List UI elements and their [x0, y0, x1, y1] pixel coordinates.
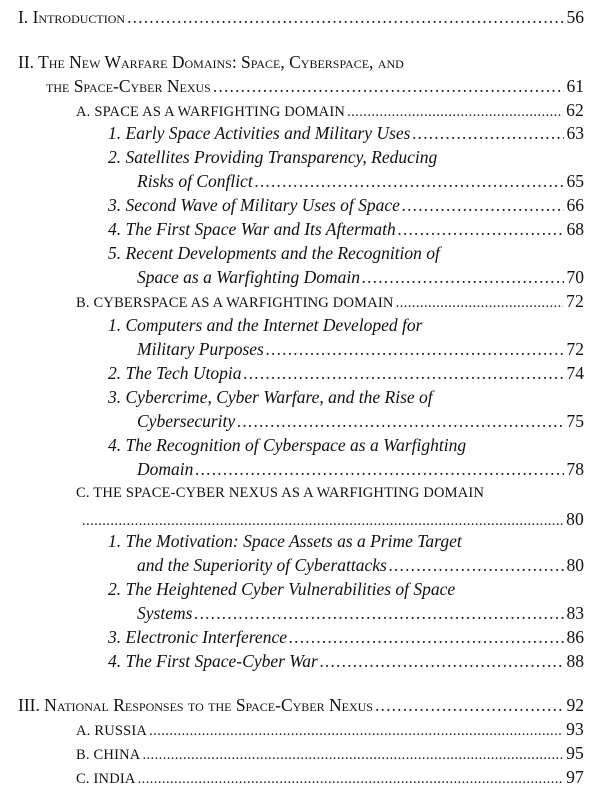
toc-item-b3-line1[interactable]	[108, 386, 584, 408]
toc-section-page: 93	[566, 719, 584, 739]
toc-item-page: 78	[566, 459, 584, 479]
toc-item-title: 4. The Recognition of Cyberspace as a Warfighting	[108, 435, 467, 455]
toc-entry-part2-line2[interactable]	[46, 75, 584, 97]
toc-item-title: 3. Cybercrime, Cyber Warfare, and the Rise of	[108, 387, 433, 407]
dot-leader	[213, 75, 564, 97]
toc-item-a2-line2[interactable]	[137, 170, 584, 192]
toc-entry-title: I. Introduction	[18, 7, 126, 27]
toc-item-page: 75	[566, 411, 584, 431]
toc-item-a2-line1[interactable]	[108, 146, 584, 168]
toc-item-title: 3. Second Wave of Military Uses of Space	[108, 195, 400, 215]
dot-leader	[149, 720, 563, 742]
dot-leader	[195, 458, 563, 480]
toc-item-title-cont: Military Purposes	[137, 339, 264, 359]
toc-item-b3-line2[interactable]	[137, 410, 584, 432]
toc-section-title: B. CYBERSPACE AS A WARFIGHTING DOMAIN	[76, 295, 394, 311]
toc-item-a1[interactable]	[108, 122, 584, 144]
toc-section-page: 95	[566, 743, 584, 763]
toc-section-title: A. SPACE AS A WARFIGHTING DOMAIN	[76, 104, 346, 120]
dot-leader	[375, 694, 564, 716]
toc-item-c2-line2[interactable]	[137, 602, 584, 624]
dot-leader	[237, 410, 563, 432]
toc-item-title: 2. The Tech Utopia	[108, 363, 242, 383]
toc-item-page: 72	[566, 339, 584, 359]
toc-item-page: 88	[566, 651, 584, 671]
toc-item-title: 3. Electronic Interference	[108, 627, 287, 647]
toc-item-title: 1. Computers and the Internet Developed for	[108, 315, 423, 335]
dot-leader	[194, 602, 563, 624]
dot-leader	[138, 768, 564, 790]
toc-item-title-cont: Cybersecurity	[137, 411, 236, 431]
toc-item-title: 2. The Heightened Cyber Vulnerabilities of Space	[108, 579, 456, 599]
toc-item-c2-line1[interactable]	[108, 578, 584, 600]
toc-section-a[interactable]	[76, 99, 584, 121]
toc-entry-title-cont: the Space-Cyber Nexus	[46, 76, 211, 96]
toc-entry-title: III. National Responses to the Space-Cyber Nexus	[18, 695, 373, 715]
toc-item-title: 1. The Motivation: Space Assets as a Prime Target	[108, 531, 462, 551]
toc-item-a4[interactable]	[108, 218, 584, 240]
toc-item-b2[interactable]	[108, 362, 584, 384]
dot-leader	[396, 292, 563, 314]
toc-item-a5-line1[interactable]	[108, 242, 584, 264]
toc-item-b1-line2[interactable]	[137, 338, 584, 360]
toc-item-title: 4. The First Space War and Its Aftermath	[108, 219, 396, 239]
toc-section-page: 80	[566, 509, 584, 529]
toc-item-title-cont: Space as a Warfighting Domain	[137, 267, 360, 287]
toc-item-page: 86	[566, 627, 584, 647]
toc-entry-page: 92	[566, 695, 584, 715]
toc-item-page: 68	[566, 219, 584, 239]
toc-item-title: 4. The First Space-Cyber War	[108, 651, 318, 671]
dot-leader	[402, 194, 564, 216]
dot-leader	[142, 744, 563, 766]
toc-section-b[interactable]	[76, 290, 584, 312]
toc-item-title-cont: Risks of Conflict	[137, 171, 253, 191]
dot-leader	[320, 650, 564, 672]
toc-item-title: 1. Early Space Activities and Military Uses	[108, 123, 411, 143]
toc-item-page: 70	[566, 267, 584, 287]
toc-item-page: 80	[566, 555, 584, 575]
toc-entry-page: 61	[566, 76, 584, 96]
dot-leader	[127, 6, 563, 28]
toc-item-page: 74	[566, 363, 584, 383]
toc-entry-page: 56	[566, 7, 584, 27]
toc-entry-part3[interactable]	[18, 694, 584, 716]
toc-section-page: 97	[566, 767, 584, 787]
toc-item-page: 65	[566, 171, 584, 191]
dot-leader	[289, 626, 564, 648]
dot-leader	[255, 170, 564, 192]
dot-leader	[244, 362, 564, 384]
toc-section-title: C. INDIA	[76, 771, 136, 787]
dot-leader	[398, 218, 564, 240]
dot-leader	[266, 338, 564, 360]
toc-item-page: 63	[566, 123, 584, 143]
toc-item-title: 5. Recent Developments and the Recognition of	[108, 243, 440, 263]
toc-section-title: C. THE SPACE-CYBER NEXUS AS A WARFIGHTING DOMAIN	[76, 485, 485, 501]
toc-entry-part2-line1[interactable]	[18, 51, 584, 73]
dot-leader	[362, 266, 564, 288]
toc-section-page: 62	[566, 100, 584, 120]
toc-entry-title: II. The New Warfare Domains: Space, Cyberspace, and	[18, 52, 404, 72]
dot-leader	[82, 510, 563, 532]
toc-item-a5-line2[interactable]	[137, 266, 584, 288]
toc-item-c4[interactable]	[108, 650, 584, 672]
toc-section-russia[interactable]	[76, 718, 584, 740]
dot-leader	[347, 101, 563, 123]
toc-section-china[interactable]	[76, 742, 584, 764]
toc-section-c-line2[interactable]	[82, 508, 584, 530]
toc-item-title-cont: and the Superiority of Cyberattacks	[137, 555, 387, 575]
toc-item-title-cont: Systems	[137, 603, 193, 623]
toc-item-title: 2. Satellites Providing Transparency, Reducing	[108, 147, 438, 167]
toc-item-b4-line1[interactable]	[108, 434, 584, 456]
toc-section-title: A. RUSSIA	[76, 723, 148, 739]
dot-leader	[412, 122, 563, 144]
toc-item-b1-line1[interactable]	[108, 314, 584, 336]
toc-section-c-line1[interactable]	[76, 482, 584, 504]
toc-entry-introduction[interactable]	[18, 6, 584, 28]
toc-item-page: 66	[566, 195, 584, 215]
toc-item-c1-line1[interactable]	[108, 530, 584, 552]
toc-section-india[interactable]	[76, 766, 584, 788]
toc-item-c3[interactable]	[108, 626, 584, 648]
toc-item-page: 83	[566, 603, 584, 623]
toc-item-b4-line2[interactable]	[137, 458, 584, 480]
toc-section-title: B. CHINA	[76, 747, 141, 763]
dot-leader	[389, 554, 564, 576]
toc-item-c1-line2[interactable]	[137, 554, 584, 576]
toc-item-a3[interactable]	[108, 194, 584, 216]
toc-section-page: 72	[566, 291, 584, 311]
toc-item-title-cont: Domain	[137, 459, 194, 479]
